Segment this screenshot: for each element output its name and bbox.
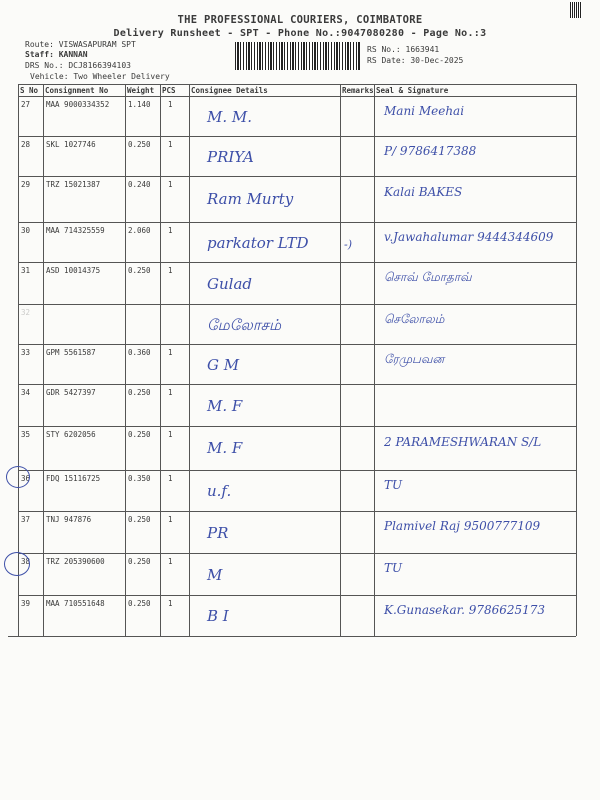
signature-handwriting: Kalai BAKES <box>384 185 463 200</box>
column-header: Remarks <box>342 86 374 95</box>
table-column-rule <box>340 84 341 636</box>
table-cell-weight: 0.240 <box>128 180 151 189</box>
signature-handwriting: செலோலம் <box>384 312 445 326</box>
staff: Staff: KANNAN <box>25 50 88 59</box>
table-cell-weight: 0.350 <box>128 474 151 483</box>
signature-handwriting: TU <box>384 478 403 493</box>
table-rule <box>18 222 576 223</box>
table-cell-sno: 36 <box>21 474 31 483</box>
table-cell-consignment: FDQ 15116725 <box>46 474 101 483</box>
table-cell-weight: 0.250 <box>128 140 151 149</box>
table-cell-pcs: 1 <box>168 599 173 608</box>
route: Route: VISWASAPURAM SPT <box>25 40 136 49</box>
consignee-handwriting: Gulad <box>207 274 252 293</box>
table-cell-weight: 0.250 <box>128 388 151 397</box>
signature-handwriting: K.Gunasekar. 9786625173 <box>384 603 546 618</box>
signature-handwriting: Plamivel Raj 9500777109 <box>384 519 541 534</box>
table-cell-weight: 0.360 <box>128 348 151 357</box>
table-cell-consignment: TNJ 947876 <box>46 515 92 524</box>
table-cell-pcs: 1 <box>168 140 173 149</box>
table-cell-sno: 37 <box>21 515 31 524</box>
table-cell-consignment: STY 6202056 <box>46 430 96 439</box>
table-cell-consignment: TRZ 15021387 <box>46 180 101 189</box>
table-cell-consignment: MAA 710551648 <box>46 599 105 608</box>
table-cell-weight: 0.250 <box>128 599 151 608</box>
column-header: Consignee Details <box>191 86 268 95</box>
table-cell-pcs: 1 <box>168 474 173 483</box>
consignee-handwriting: PRIYA <box>207 148 254 166</box>
signature-handwriting: P/ 9786417388 <box>384 144 477 158</box>
table-cell-sno: 30 <box>21 226 31 235</box>
table-rule <box>18 84 576 85</box>
table-cell-pcs: 1 <box>168 180 173 189</box>
table-cell-pcs: 1 <box>168 100 173 109</box>
consignee-handwriting: மேலோசம் <box>207 316 282 334</box>
pen-circle-mark <box>6 466 30 488</box>
table-cell-sno: 28 <box>21 140 31 149</box>
table-cell-sno: 34 <box>21 388 31 397</box>
table-cell-sno: 33 <box>21 348 31 357</box>
table-rule <box>18 344 576 345</box>
table-rule <box>18 176 576 177</box>
table-cell-consignment: MAA 714325559 <box>46 226 105 235</box>
runsheet-subtitle: Delivery Runsheet - SPT - Phone No.:9047080280 - Page No.:3 <box>113 28 487 39</box>
table-cell-weight: 0.250 <box>128 430 151 439</box>
table-cell-weight: 1.140 <box>128 100 151 109</box>
drs-number: DRS No.: DCJ8166394103 <box>25 61 131 70</box>
column-header: Weight <box>127 86 155 95</box>
table-rule <box>18 511 576 512</box>
signature-handwriting: Mani Meehai <box>384 104 465 118</box>
table-rule <box>18 262 576 263</box>
table-rule <box>8 636 576 637</box>
table-cell-weight: 0.250 <box>128 515 151 524</box>
table-cell-sno: 38 <box>21 557 31 566</box>
table-cell-sno: 39 <box>21 599 31 608</box>
column-header: PCS <box>162 86 176 95</box>
table-cell-consignment: ASD 10014375 <box>46 266 101 275</box>
signature-handwriting: ரேமுபவன <box>384 352 445 366</box>
table-cell-sno: 35 <box>21 430 31 439</box>
consignee-handwriting: Ram Murty <box>207 189 294 208</box>
consignee-handwriting: M. M. <box>207 108 253 126</box>
consignee-handwriting: PR <box>207 523 229 542</box>
table-column-rule <box>43 84 44 636</box>
table-column-rule <box>125 84 126 636</box>
table-cell-sno: 32 <box>21 308 31 317</box>
table-cell-consignment: MAA 9000334352 <box>46 100 110 109</box>
table-cell-sno: 31 <box>21 266 31 275</box>
table-cell-pcs: 1 <box>168 266 173 275</box>
barcode-icon <box>235 42 360 70</box>
table-rule <box>18 384 576 385</box>
consignee-handwriting: B I <box>207 607 229 626</box>
table-rule <box>18 136 576 137</box>
table-rule <box>18 96 576 97</box>
rs-date: RS Date: 30-Dec-2025 <box>367 56 464 65</box>
table-cell-pcs: 1 <box>168 557 173 566</box>
table-cell-sno: 29 <box>21 180 31 189</box>
column-header: Consignment No <box>45 86 109 95</box>
table-cell-pcs: 1 <box>168 388 173 397</box>
table-cell-pcs: 1 <box>168 515 173 524</box>
column-header: S No <box>20 86 39 95</box>
table-cell-sno: 27 <box>21 100 31 109</box>
consignee-handwriting: parkator LTD <box>207 234 309 252</box>
table-cell-consignment: TRZ 205390600 <box>46 557 105 566</box>
company-title: THE PROFESSIONAL COURIERS, COIMBATORE <box>177 14 423 26</box>
table-cell-weight: 2.060 <box>128 226 151 235</box>
table-rule <box>18 426 576 427</box>
remarks-handwriting: -) <box>344 238 353 251</box>
table-cell-weight: 0.250 <box>128 557 151 566</box>
consignee-handwriting: M <box>207 565 223 584</box>
rs-number: RS No.: 1663941 <box>367 45 440 54</box>
table-cell-pcs: 1 <box>168 226 173 235</box>
vehicle: Vehicle: Two Wheeler Delivery <box>30 72 170 81</box>
consignee-handwriting: M. F <box>207 439 243 458</box>
signature-handwriting: சொவ் மோதாவ் <box>384 270 472 285</box>
signature-handwriting: TU <box>384 561 403 576</box>
consignee-handwriting: M. F <box>207 396 243 415</box>
table-rule <box>18 553 576 554</box>
table-column-rule <box>576 84 577 636</box>
table-rule <box>18 470 576 471</box>
consignee-handwriting: G M <box>207 356 240 374</box>
table-cell-pcs: 1 <box>168 348 173 357</box>
table-cell-pcs: 1 <box>168 430 173 439</box>
table-cell-consignment: GPM 5561587 <box>46 348 96 357</box>
table-cell-weight: 0.250 <box>128 266 151 275</box>
table-rule <box>18 304 576 305</box>
table-column-rule <box>189 84 190 636</box>
signature-handwriting: v.Jawahalumar 9444344609 <box>384 230 554 244</box>
pen-circle-mark <box>4 552 30 576</box>
consignee-handwriting: u.f. <box>207 482 232 501</box>
table-column-rule <box>160 84 161 636</box>
table-rule <box>18 595 576 596</box>
table-cell-consignment: GDR 5427397 <box>46 388 96 397</box>
column-header: Seal & Signature <box>376 86 449 95</box>
table-cell-consignment: SKL 1027746 <box>46 140 96 149</box>
signature-handwriting: 2 PARAMESHWARAN S/L <box>384 434 542 449</box>
table-column-rule <box>374 84 375 636</box>
